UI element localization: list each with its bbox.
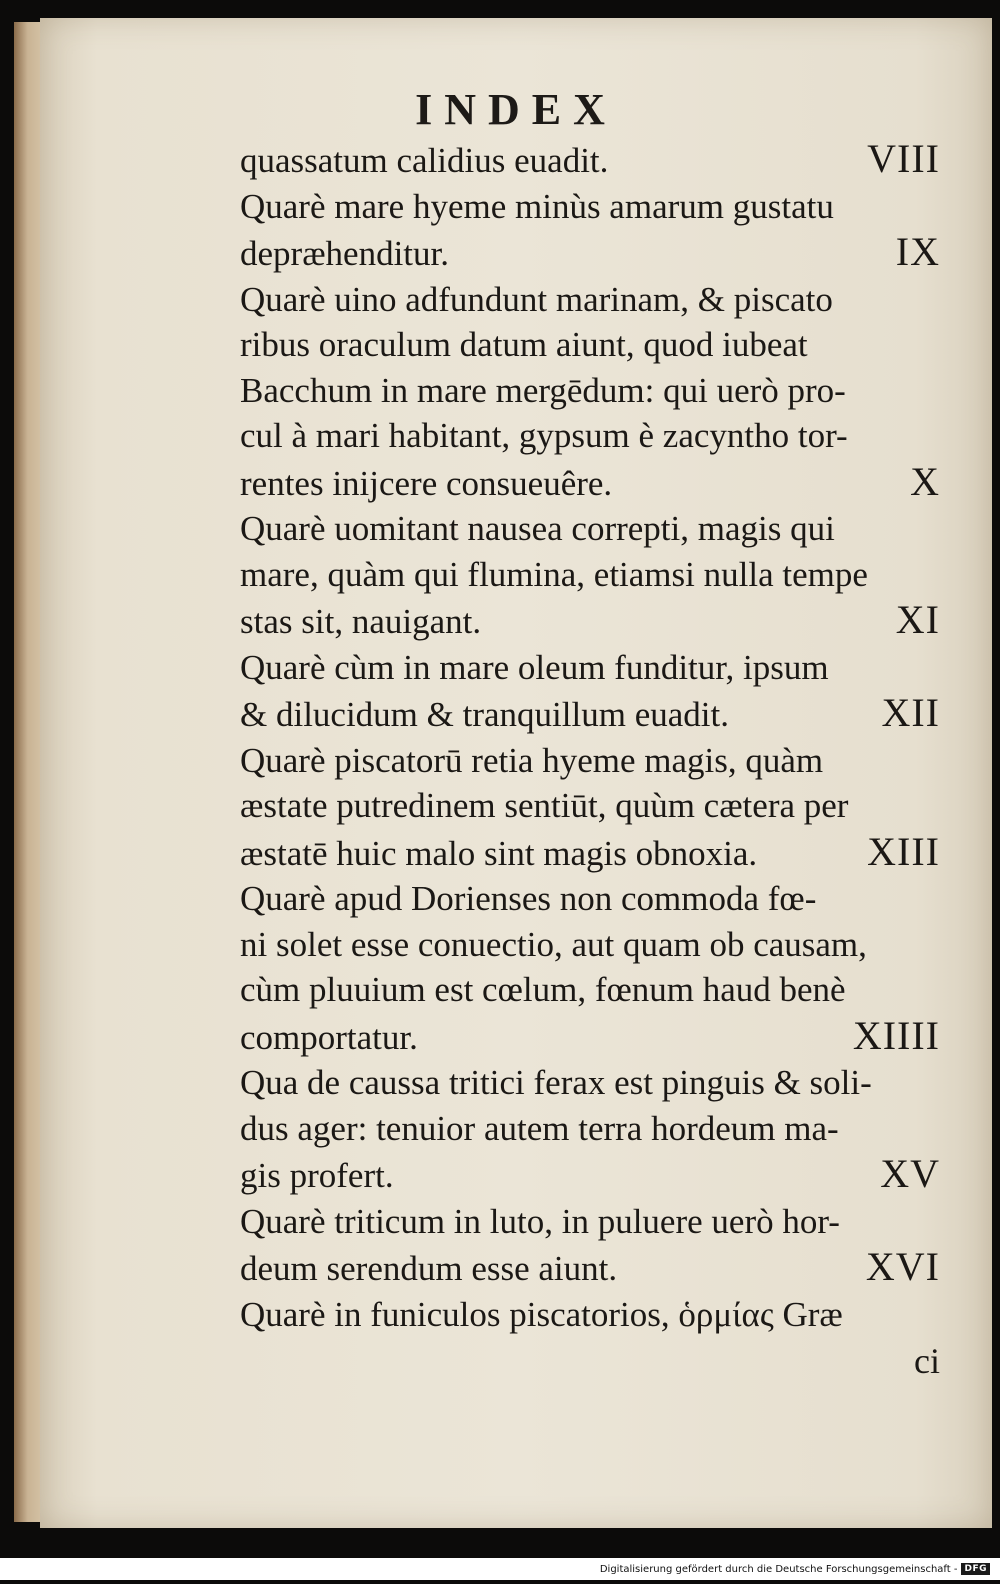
index-line: [240, 967, 940, 1013]
index-line: [240, 459, 940, 507]
index-line: [240, 1151, 940, 1199]
index-line-text: Quarè apud Dorienses non commoda fœ-: [240, 879, 817, 918]
index-line-text: ribus oraculum datum aiunt, quod iubeat: [240, 325, 808, 364]
index-line: [240, 368, 940, 414]
running-head: INDEX: [415, 85, 617, 134]
index-text-block: [240, 136, 940, 1385]
entry-number: IX: [895, 229, 940, 274]
index-line: [240, 922, 940, 968]
entry-number: XV: [880, 1151, 940, 1196]
index-line-text: Qua de caussa tritici ferax est pinguis & soli-: [240, 1063, 872, 1102]
index-line-text: comportatur.: [240, 1017, 418, 1057]
index-line: [240, 690, 940, 738]
index-line: [240, 876, 940, 922]
index-line-text: cul à mari habitant, gypsum è zacyntho tor-: [240, 416, 848, 455]
index-line-text: rentes inijcere consueuêre.: [240, 463, 613, 503]
index-line-text: Quarè piscatorū retia hyeme magis, quàm: [240, 740, 824, 780]
entry-number: XVI: [865, 1244, 940, 1289]
book-page: [40, 18, 992, 1528]
index-line: [240, 645, 940, 691]
index-line: [240, 413, 940, 459]
index-line-text: quassatum calidius euadit.: [240, 141, 609, 180]
index-line-text: mare, quàm qui flumina, etiamsi nulla tempe: [240, 554, 868, 594]
index-line-text: æstate putredinem sentiūt, quùm cætera per: [240, 786, 849, 825]
index-line-text: ni solet esse conuectio, aut quam ob causam,: [240, 924, 867, 964]
index-line: [240, 1013, 940, 1061]
index-line: [240, 322, 940, 368]
index-line-text: Quarè triticum in luto, in puluere uerò hor-: [240, 1201, 840, 1241]
index-line-text: depræhenditur.: [240, 234, 449, 273]
entry-number: XIIII: [852, 1012, 940, 1058]
index-line-text: Quarè in funiculos piscatorios, ὁρμίας Græ: [240, 1294, 843, 1334]
index-line: [240, 229, 940, 277]
index-line-text: & dilucidum & tranquillum euadit.: [240, 695, 729, 734]
index-line-text: Quarè uino adfundunt marinam, & piscato: [240, 279, 833, 319]
index-line-text: Quarè uomitant nausea correpti, magis qui: [240, 509, 835, 548]
index-line: [240, 552, 940, 598]
index-line-text: cùm pluuium est cœlum, fœnum haud benè: [240, 970, 846, 1009]
index-line-text: deum serendum esse aiunt.: [240, 1249, 618, 1288]
index-line-text: Quarè cùm in mare oleum funditur, ipsum: [240, 647, 829, 687]
index-line: [240, 136, 940, 184]
index-line: [240, 1244, 940, 1292]
index-line: [240, 506, 940, 552]
index-line: [240, 1060, 940, 1106]
index-line-text: dus ager: tenuior autem terra hordeum ma-: [240, 1108, 839, 1148]
index-line: [240, 783, 940, 829]
entry-number: XII: [881, 690, 940, 735]
index-line-text: gis profert.: [240, 1156, 394, 1195]
entry-number: VIII: [867, 136, 940, 181]
index-line: [240, 1199, 940, 1245]
index-line: [240, 1292, 940, 1338]
entry-number: XI: [895, 597, 940, 642]
index-line: [240, 277, 940, 323]
index-line-text: Quarè mare hyeme minùs amarum gustatu: [240, 186, 834, 226]
index-line: [240, 1106, 940, 1152]
entry-number: XIII: [867, 828, 940, 874]
index-line-text: æstatē huic malo sint magis obnoxia.: [240, 833, 758, 873]
footer-text: Digitalisierung gefördert durch die Deutsche Forschungsgemeinschaft -: [599, 1563, 958, 1575]
entry-number: X: [910, 458, 940, 504]
index-line-text: stas sit, nauigant.: [240, 602, 482, 641]
catchword: ci: [914, 1341, 940, 1381]
index-line: [240, 738, 940, 784]
index-line: [240, 184, 940, 230]
dfg-logo: DFG: [961, 1563, 990, 1575]
index-line: [240, 829, 940, 877]
index-line: [240, 597, 940, 645]
index-line-text: Bacchum in mare mergēdum: qui uerò pro-: [240, 370, 846, 410]
digitization-footer: [0, 1558, 1000, 1580]
